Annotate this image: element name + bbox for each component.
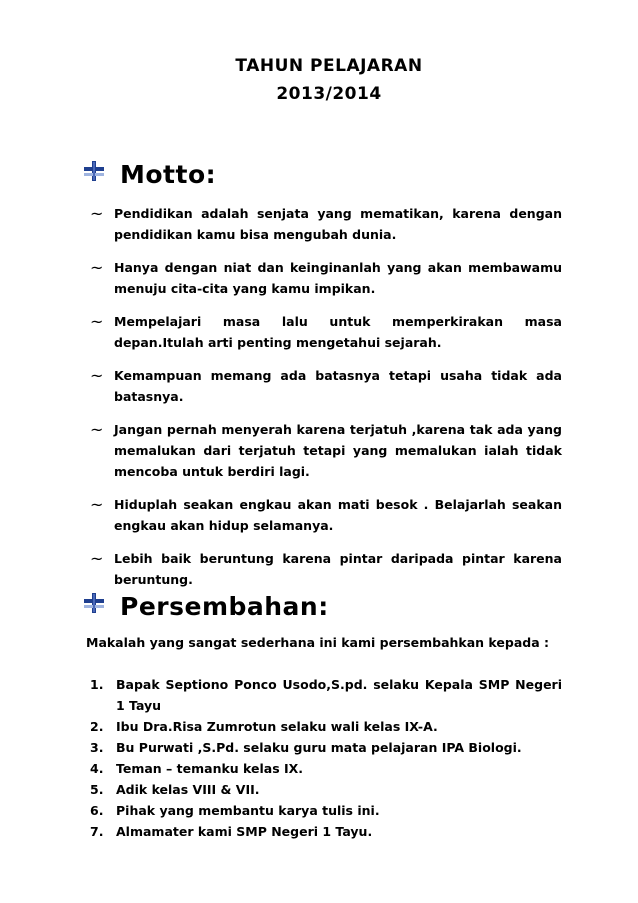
motto-item (88, 419, 562, 482)
dedication-item (86, 800, 562, 821)
motto-item (88, 365, 562, 407)
motto-text: Hanya dengan niat dan keinginanlah yang akan membawamu menuju cita-cita yang kamu impikan. (114, 260, 562, 296)
dedication-item (86, 779, 562, 800)
dedication-number: 2. (90, 719, 104, 734)
cross-bullet-icon (84, 161, 104, 181)
dedication-text: Bu Purwati ,S.Pd. selaku guru mata pelajaran IPA Biologi. (116, 740, 522, 755)
motto-text: Hiduplah seakan engkau akan mati besok . Belajarlah seakan engkau akan hidup selamanya. (114, 497, 562, 533)
dedication-text: Ibu Dra.Risa Zumrotun selaku wali kelas IX-A. (116, 719, 438, 734)
motto-text: Lebih baik beruntung karena pintar daripada pintar karena beruntung. (114, 551, 562, 587)
motto-item (88, 203, 562, 245)
motto-item (88, 257, 562, 299)
dedication-list (86, 674, 562, 842)
dedication-number: 3. (90, 740, 104, 755)
tilde-bullet: ~ (90, 549, 104, 568)
tilde-bullet: ~ (90, 366, 104, 385)
tilde-bullet: ~ (90, 258, 104, 277)
dedication-text: Bapak Septiono Ponco Usodo,S.pd. selaku Kepala SMP Negeri 1 Tayu (116, 677, 562, 713)
dedication-item (86, 737, 562, 758)
dedication-text: Adik kelas VIII & VII. (116, 782, 260, 797)
dedication-item (86, 674, 562, 716)
motto-heading (84, 160, 216, 189)
tilde-bullet: ~ (90, 312, 104, 331)
motto-item (88, 311, 562, 353)
cross-bullet-icon (84, 593, 104, 613)
dedication-number: 4. (90, 761, 104, 776)
tilde-bullet: ~ (90, 495, 104, 514)
dedication-text: Almamater kami SMP Negeri 1 Tayu. (116, 824, 373, 839)
motto-text: Kemampuan memang ada batasnya tetapi usaha tidak ada batasnya. (114, 368, 562, 404)
tilde-bullet: ~ (90, 420, 104, 439)
persembahan-heading-label: Persembahan: (120, 592, 329, 621)
persembahan-intro: Makalah yang sangat sederhana ini kami persembahkan kepada : (86, 635, 550, 650)
dedication-item (86, 821, 562, 842)
persembahan-heading (84, 592, 329, 621)
header-title: TAHUN PELAJARAN (235, 56, 423, 76)
motto-text: Pendidikan adalah senjata yang mematikan, karena dengan pendidikan kamu bisa mengubah dunia. (114, 206, 562, 242)
motto-item (88, 494, 562, 536)
motto-text: Jangan pernah menyerah karena terjatuh ,karena tak ada yang memalukan dari terjatuh tetapi yang memalukan ialah tidak mencoba untuk berdiri lagi. (114, 422, 562, 479)
dedication-number: 7. (90, 824, 104, 839)
motto-item (88, 548, 562, 590)
dedication-item (86, 716, 562, 737)
motto-heading-label: Motto: (120, 160, 217, 189)
dedication-number: 1. (90, 677, 104, 692)
document-header (0, 52, 638, 108)
dedication-number: 6. (90, 803, 104, 818)
dedication-text: Teman – temanku kelas IX. (116, 761, 304, 776)
motto-text: Mempelajari masa lalu untuk memperkirakan masa depan.Itulah arti penting mengetahui sejarah. (114, 314, 562, 350)
motto-list (88, 203, 562, 602)
dedication-text: Pihak yang membantu karya tulis ini. (116, 803, 380, 818)
dedication-item (86, 758, 562, 779)
tilde-bullet: ~ (90, 204, 104, 223)
header-year: 2013/2014 (276, 84, 382, 104)
dedication-number: 5. (90, 782, 104, 797)
